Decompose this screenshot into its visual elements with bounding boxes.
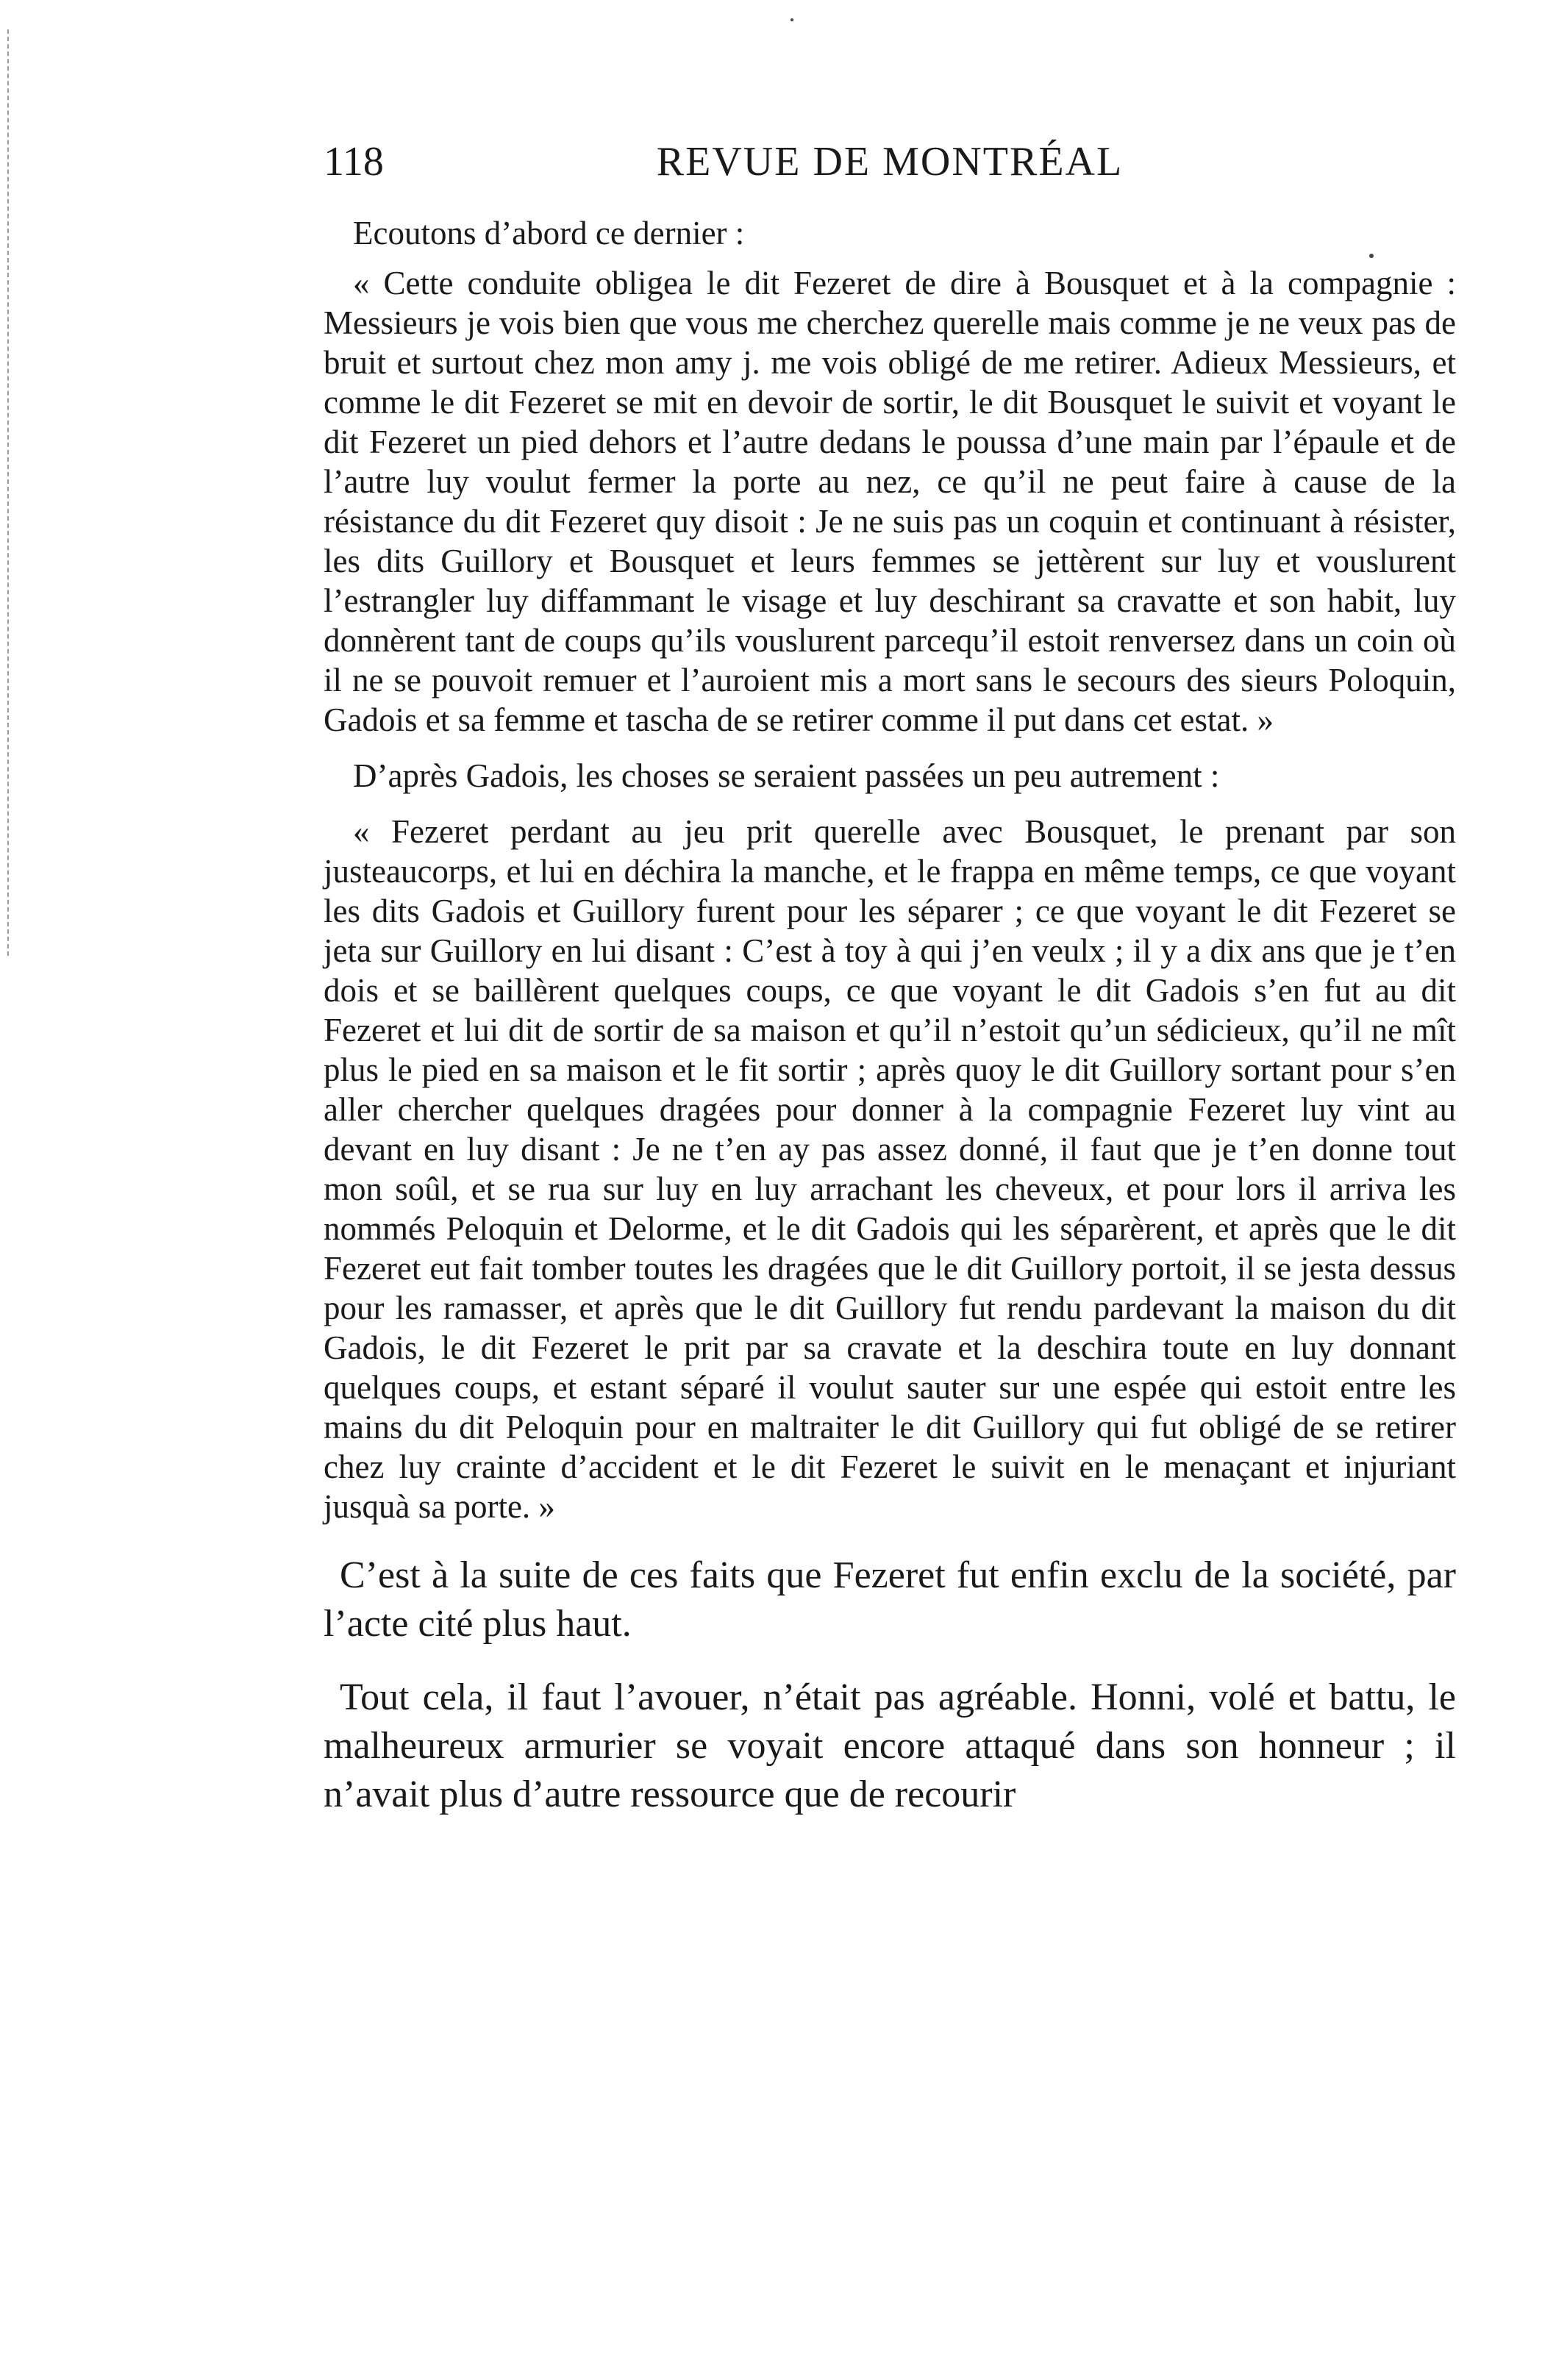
page-header [324, 136, 1456, 187]
paragraph-exclusion: C’est à la suite de ces faits que Fezeret fut enfin exclu de la société, par l’acte cité plus haut. [324, 1554, 1456, 1645]
margin-rule [7, 29, 9, 956]
running-title: REVUE DE MONTRÉAL [656, 139, 1124, 185]
page-number: 118 [324, 139, 384, 185]
paragraph-gadois-intro: D’après Gadois, les choses se seraient passées un peu autrement : [353, 757, 1220, 794]
quote-fezeret-account: « Cette conduite obligea le dit Fezeret de dire à Bousquet et à la compagnie : Messieurs je vois bien que vous me cherchez querelle mais comme je ne veux pas de bruit et surtout chez mon amy j. me vois obligé de me retirer. Adieux Messieurs, et comme le dit Fezeret se mit en devoir de sortir, le dit Bousquet le suivit et voyant le dit Fezeret un pied dehors et l’autre dedans le poussa d’une main par l’épaule et de l’autre luy voulut fermer la porte au nez, ce qu’il ne peut faire à cause de la résistance du dit Fezeret quy disoit : Je ne suis pas un coquin et continuant à résister, les dits Guillory et Bousquet et leurs femmes se jettèrent sur luy et vouslurent l’estrangler luy diffammant le visage et luy deschirant sa cravatte et son habit, luy donnèrent tant de coups qu’ils vouslurent parcequ’il estoit renversez dans un coin où il ne se pouvoit remuer et l’auroient mis a mort sans le secours des sieurs Poloquin, Gadois et sa femme et tascha de se retirer comme il put dans cet estat. » [324, 265, 1456, 738]
paragraph-intro: Ecoutons d’abord ce dernier : [353, 215, 745, 251]
page-body [324, 213, 1456, 1819]
ink-speck [791, 18, 793, 21]
paragraph-conclusion: Tout cela, il faut l’avouer, n’était pas agréable. Honni, volé et battu, le malheureux armurier se voyait encore attaqué dans son honneur ; il n’avait plus d’autre ressource que de recourir [324, 1676, 1456, 1815]
quote-gadois-account: « Fezeret perdant au jeu prit querelle avec Bousquet, le prenant par son justeaucorps, et lui en déchira la manche, et le frappa en même temps, ce que voyant les dits Gadois et Guillory furent pour les séparer ; ce que voyant le dit Fezeret se jeta sur Guillory en lui disant : C’est à toy à qui j’en veulx ; il y a dix ans que je t’en dois et se baillèrent quelques coups, ce que voyant le dit Gadois s’en fut au dit Fezeret et lui dit de sortir de sa maison et qu’il n’estoit qu’un sédicieux, qu’il ne mît plus le pied en sa maison et le fit sortir ; après quoy le dit Guillory sortant pour s’en aller chercher quelques dragées pour donner à la compagnie Fezeret luy vint au devant en luy disant : Je ne t’en ay pas assez donné, il faut que je t’en donne tout mon soûl, et se rua sur luy en luy arrachant les cheveux, et pour lors il arriva les nommés Peloquin et Delorme, et le dit Gadois qui les séparèrent, et après que le dit Fezeret eut fait tomber toutes les dragées que le dit Guillory portoit, il se jesta dessus pour les ramasser, et après que le dit Guillory fut rendu pardevant la maison du dit Gadois, le dit Fezeret le prit par sa cravate et la deschira toute en luy donnant quelques coups, et estant séparé il voulut sauter sur une espée qui estoit entre les mains du dit Peloquin pour en maltraiter le dit Guillory qui fut obligé de se retirer chez luy crainte d’accident et le dit Fezeret le suivit en le menaçant et injuriant jusquà sa porte. » [324, 813, 1456, 1525]
